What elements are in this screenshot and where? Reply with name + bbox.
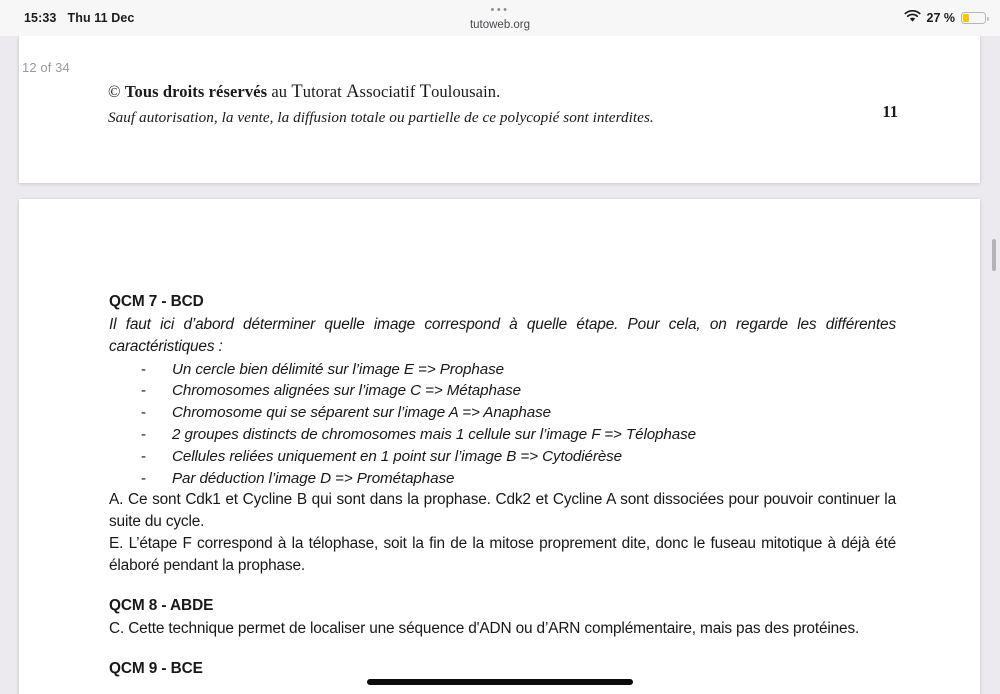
copyright-bold-text: Tous droits réservés	[124, 82, 268, 101]
copyright-symbol: ©	[108, 82, 121, 101]
page-footer-block	[19, 36, 980, 128]
qcm7-bullet-item: - Par déduction l’image D => Prométaphase	[109, 468, 896, 490]
status-bar-time: 15:33	[24, 11, 57, 25]
wifi-icon	[904, 10, 921, 26]
qcm7-bullet-item: - Chromosome qui se séparent sur l’image A => Anaphase	[109, 402, 896, 424]
pdf-scroll-container[interactable]	[0, 36, 1000, 694]
vertical-scrollbar[interactable]	[992, 239, 996, 271]
qcm7-answer-e: E. L’étape F correspond à la télophase, soit la fin de la mitose proprement dite, donc le fuseau mitotique à déjà été élaboré pendant la prophase.	[109, 535, 896, 575]
pdf-page-current	[19, 199, 980, 694]
battery-icon	[961, 12, 986, 24]
copyright-line	[108, 82, 980, 102]
qcm8-answer-c: C. Cette technique permet de localiser une séquence d'ADN ou d’ARN complémentaire, mais pas des protéines.	[109, 620, 860, 637]
qcm7-bullet-item: - 2 groupes distincts de chromosomes mais 1 cellule sur l’image F => Télophase	[109, 424, 896, 446]
org-initial-a: A	[346, 82, 360, 102]
tab-overview-dots-icon[interactable]: •••	[490, 3, 510, 16]
usage-notice-line: Sauf autorisation, la vente, la diffusion totale ou partielle de ce polycopié sont interdites.	[108, 109, 654, 126]
org-utorat: utorat	[302, 82, 347, 101]
status-bar-center	[0, 5, 1000, 32]
qcm7-bullet-item: - Chromosomes alignées sur l’image C => Métaphase	[109, 380, 896, 402]
qcm7-bullet-item: - Un cercle bien délimité sur l’image E => Prophase	[109, 359, 896, 381]
org-oulousain: oulousain.	[431, 82, 501, 101]
status-bar-right	[904, 10, 987, 26]
page-indicator-badge: 12 of 34	[22, 60, 70, 75]
qcm7-intro-text: Il faut ici d’abord déterminer quelle image correspond à quelle étape. Pour cela, on regarde les différentes caractéristiques :	[109, 316, 896, 355]
page-body	[19, 199, 980, 678]
org-ssociatif: ssociatif	[359, 82, 420, 101]
ipad-status-bar	[0, 0, 1000, 36]
site-title-label[interactable]: tutoweb.org	[469, 18, 531, 31]
section-spacer	[109, 577, 896, 597]
org-initial-t1: T	[291, 82, 303, 102]
status-bar-date: Thu 11 Dec	[67, 11, 135, 25]
qcm7-bullet-item: - Cellules reliées uniquement en 1 point sur l’image B => Cytodiérèse	[109, 446, 896, 468]
copyright-mid-text: au	[267, 82, 292, 101]
org-initial-t2: T	[419, 82, 432, 102]
qcm7-heading: QCM 7 - BCD	[109, 293, 204, 310]
pdf-page-previous	[19, 36, 980, 183]
section-spacer-2	[109, 640, 896, 660]
home-indicator-bar[interactable]	[367, 679, 633, 685]
page-number-folio: 11	[882, 102, 898, 121]
qcm9-heading-partial: QCM 9 - BCE	[109, 659, 203, 677]
qcm7-answer-a: A. Ce sont Cdk1 et Cycline B qui sont dans la prophase. Cdk2 et Cycline A sont dissociées pour pouvoir continuer la suite du cycle.	[109, 491, 896, 531]
battery-fill	[963, 14, 968, 21]
status-bar-left	[24, 11, 134, 25]
qcm8-heading: QCM 8 - ABDE	[109, 597, 214, 614]
qcm7-bullet-list	[109, 359, 896, 490]
battery-percent-label: 27 %	[926, 11, 955, 25]
